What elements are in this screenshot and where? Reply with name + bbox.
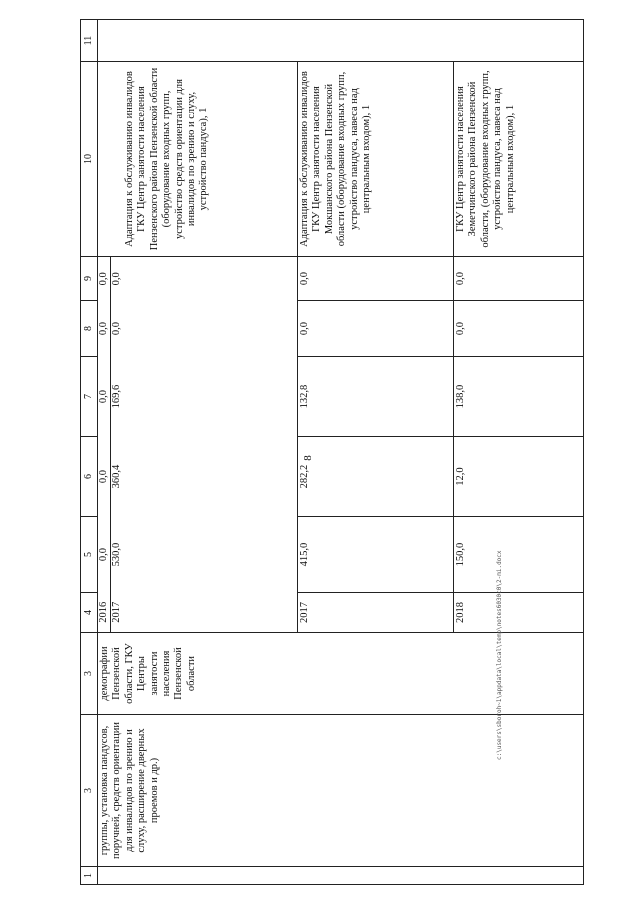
value: 0,0 [98, 517, 111, 593]
col1-cell [98, 867, 584, 885]
header-row [81, 20, 98, 885]
value-cell: 150,0 [454, 517, 584, 593]
header-cell: 3 [81, 715, 98, 867]
value: 360,4 [111, 464, 122, 489]
header-cell: 6 [81, 437, 98, 517]
value: 169,6 [111, 384, 122, 409]
value-cell: 0,0 [298, 257, 454, 301]
program-table [80, 19, 584, 885]
value-cell [98, 517, 298, 593]
measure-description: группы, установка пандусов, поручней, средств ориентации для инвалидов по зрению и слуху, расширение дверных проемов и др.) [98, 715, 584, 867]
year-value: 2016 [98, 593, 111, 633]
value-cell [98, 301, 298, 357]
value: 0,0 [98, 437, 111, 517]
activity-description: ГКУ Центр занятости населения Земетчинского района Пензенской области, (оборудование входных групп, устройство пандуса, навеса над центральным входом), 1 [454, 62, 584, 257]
activity-description: Адаптация к обслуживанию инвалидов ГКУ Центр занятости населения Мокшанского района Пензенской области (оборудование входных групп, устройство пандуса, навеса над центральным входом), 1 [298, 62, 454, 257]
executor-cell: демографии Пензенской области, ГКУ Центры занятости населения Пензенской области [98, 633, 584, 715]
col11-cell [98, 20, 584, 62]
header-cell: 1 [81, 867, 98, 885]
header-cell: 3 [81, 633, 98, 715]
table-row [98, 20, 298, 885]
header-cell: 11 [81, 20, 98, 62]
activity-description: Адаптация к обслуживанию инвалидов ГКУ Центр занятости населения Пензенского района Пензенской области (оборудование входных групп, устройство средств ориентации для инвалидов по зрению и слуху, устройство пандуса), 1 [98, 62, 298, 257]
rotated-table-container [80, 20, 580, 885]
header-cell: 4 [81, 593, 98, 633]
value-cell [98, 437, 298, 517]
value-cell: 415,0 [298, 517, 454, 593]
year-cell [98, 593, 298, 633]
value-cell: 0,0 [298, 301, 454, 357]
year-cell: 2018 [454, 593, 584, 633]
file-path-footer: c:\users\sboroh~1\appdata\local\temp\notes6030c0\2-mi.docx [496, 550, 503, 760]
year-value: 2017 [111, 601, 122, 623]
value: 530,0 [111, 542, 122, 567]
value-cell: 0,0 [454, 301, 584, 357]
header-cell: 9 [81, 257, 98, 301]
value: 0,0 [98, 357, 111, 437]
year-cell: 2017 [298, 593, 454, 633]
value-cell [98, 357, 298, 437]
value-cell: 132,8 [298, 357, 454, 437]
header-cell: 10 [81, 62, 98, 257]
header-cell: 7 [81, 357, 98, 437]
value: 0,0 [98, 301, 111, 357]
value: 0,0 [98, 257, 111, 301]
page-number: 8 [302, 455, 314, 461]
value-cell: 138,0 [454, 357, 584, 437]
value-cell: 0,0 [454, 257, 584, 301]
value: 0,0 [111, 321, 122, 336]
value-cell: 282,2 [298, 437, 454, 517]
value-cell: 12,0 [454, 437, 584, 517]
header-cell: 8 [81, 301, 98, 357]
value: 0,0 [111, 272, 122, 286]
value-cell [98, 257, 298, 301]
header-cell: 5 [81, 517, 98, 593]
